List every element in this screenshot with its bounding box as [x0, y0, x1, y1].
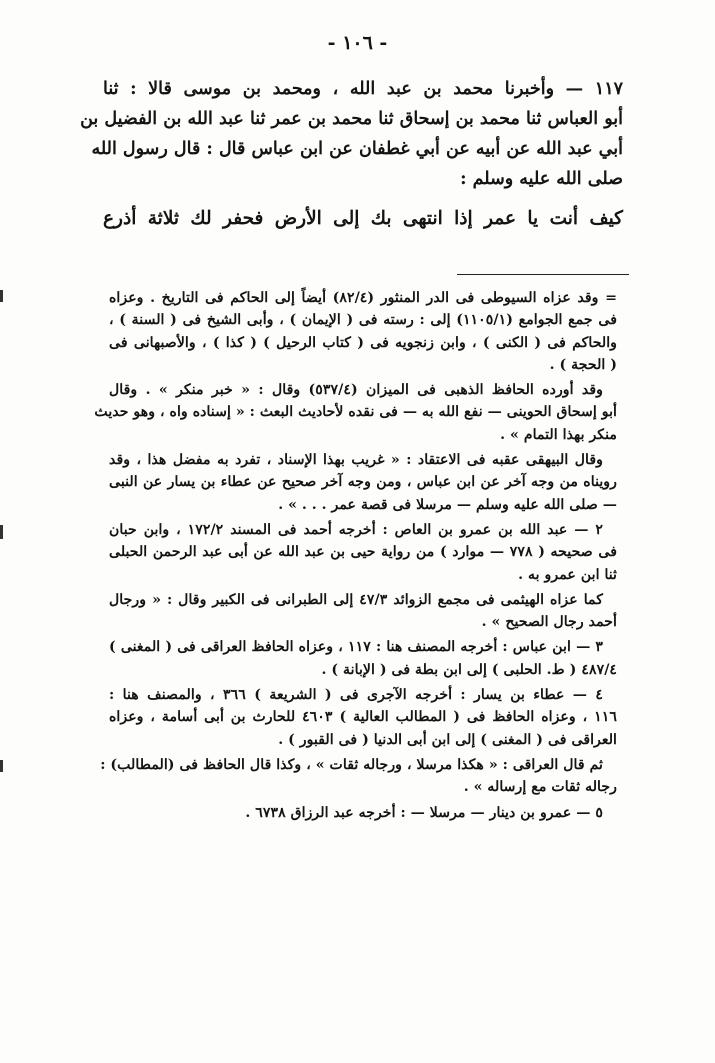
footnote-line: ( الحجة ) . [549, 356, 617, 373]
scan-edge-mark [0, 290, 3, 302]
footnote-line: وقال البيهقى عقبه فى الاعتقاد : « غريب بهذا الإسناد ، تفرد به مفضل هذا ، وقد [109, 452, 603, 469]
footnote-line: وقد أورده الحافظ الذهبى فى الميزان (٥٣٧/٤) وقال : « خبر منكر » . وقال [109, 382, 603, 399]
scan-edge-mark [0, 760, 3, 772]
footnote-line: ٤٨٧/٤ ( ط. الحلبى ) إلى ابن بطة فى ( الإبانة ) . [321, 661, 617, 678]
footnote-line: منكر بهذا التمام » . [500, 426, 617, 443]
page-number: - ١٠٦ - [327, 32, 388, 54]
footnote-line: رويناه من وجه آخر عن ابن عباس ، ومن وجه آخر صحيح عن عطاء بن يسار عن النبى [109, 474, 617, 491]
main-text-line: كيف أنت يا عمر إذا انتهى بك إلى الأرض فحفر لك ثلاثة أذرع [103, 208, 623, 229]
footnote-line: ٢ — عبد الله بن عمرو بن العاص : أخرجه أحمد فى المسند ١٧٢/٢ ، وابن حبان [109, 521, 604, 538]
main-text-line: أبو العباس ثنا محمد بن إسحاق ثنا محمد بن عمر ثنا عبد الله بن الفضيل بن [80, 109, 623, 129]
footnote-line: العراقى فى ( المغنى ) إلى ابن أبى الدنيا ( فى القبور ) . [278, 731, 617, 748]
scan-edge-mark [0, 525, 3, 539]
footnote-line: أبو إسحاق الحوينى — نفع الله به — فى نقده لأحاديث البعث : « إسناده واه ، وهو حديث [94, 404, 617, 421]
footnote-line: والحاكم فى ( الكنى ) ، وابن زنجويه فى ( كتاب الرحيل ) ( كذا ) ، والأصبهانى فى [109, 334, 617, 351]
footnote-line: فى جمع الجوامع (١١٠٥/١) إلى : رسته فى ( الإيمان ) ، وأبى الشيخ فى ( السنة ) ، [109, 312, 617, 329]
footnote-line: ثنا ابن عمرو به . [518, 566, 617, 583]
footnote-divider [457, 274, 629, 275]
footnote-line: ٥ — عمرو بن دينار — مرسلا — : أخرجه عبد الرزاق ٦٧٣٨ . [245, 804, 603, 821]
main-text-line: أبي عبد الله عن أبيه عن أبي غطفان عن ابن عباس قال : قال رسول الله [91, 139, 623, 159]
footnote-line: ٣ — ابن عباس : أخرجه المصنف هنا : ١١٧ ، وعزاه الحافظ العراقى فى ( المغنى ) [109, 639, 603, 656]
footnote-line: ثم قال العراقى : « هكذا مرسلا ، ورجاله ثقات » ، وكذا قال الحافظ فى (المطالب) : [100, 756, 603, 773]
footnote-line: — صلى الله عليه وسلم — مرسلا فى قصة عمر . . . » . [278, 496, 617, 513]
main-hadith-text [80, 74, 623, 234]
footnote-line: ٤ — عطاء بن يسار : أخرجه الآجرى فى ( الشريعة ) ٣٦٦ ، والمصنف هنا : [109, 687, 604, 704]
footnote-line: فى صحيحه ( ٧٧٨ — موارد ) من رواية حيى بن عبد الله عن أبى عبد الرحمن الحبلى [109, 544, 618, 561]
main-text-line: صلى الله عليه وسلم : [460, 169, 623, 189]
footnote-line: كما عزاه الهيثمى فى مجمع الزوائد ٤٧/٣ إلى الطبرانى فى الكبير وقال : « ورجال [109, 591, 603, 608]
footnotes-section [94, 287, 618, 824]
footnote-line: رجاله ثقات مع إرساله » . [463, 779, 617, 796]
main-text-line: ١١٧ — وأخبرنا محمد بن عبد الله ، ومحمد بن موسى قالا : ثنا [103, 79, 623, 99]
footnote-line: = وقد عزاه السيوطى فى الدر المنثور (٨٢/٤) أيضاً إلى الحاكم فى التاريخ . وعزاه [109, 290, 618, 306]
footnote-line: أحمد رجال الصحيح » . [481, 614, 617, 631]
footnote-line: ١١٦ ، وعزاه الحافظ فى ( المطالب العالية ) ٤٦٠٣ للحارث بن أبى أسامة ، وعزاه [109, 709, 618, 726]
